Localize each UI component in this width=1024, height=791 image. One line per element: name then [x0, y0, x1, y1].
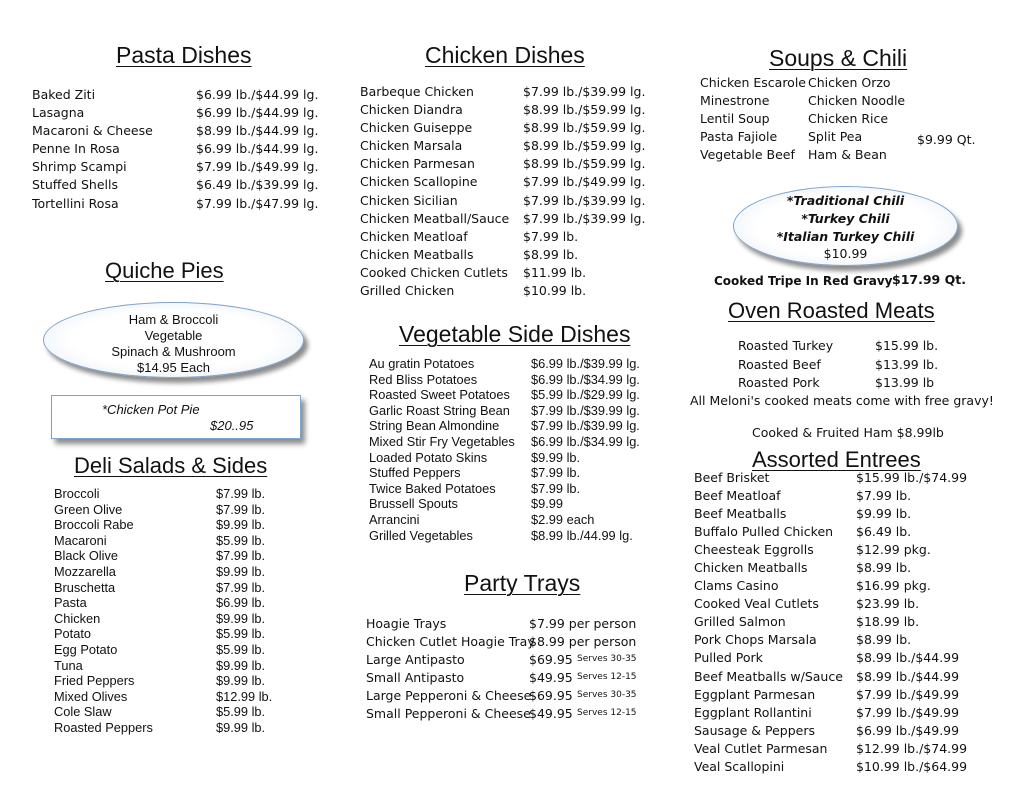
menu-item-name: Roasted Beef: [738, 356, 821, 372]
menu-item-price: $6.99 lb./$44.99 lg.: [196, 105, 319, 121]
menu-item-name: Roasted Turkey: [738, 338, 834, 353]
menu-item-row: [369, 372, 669, 388]
menu-item-price: $8.99 lb./$59.99 lg.: [523, 138, 646, 154]
menu-item-name: Tortellini Rosa: [32, 195, 119, 211]
menu-item-row: [54, 673, 314, 689]
menu-item-name: Veal Cutlet Parmesan: [694, 740, 828, 756]
menu-item-price: $8.99 lb./$44.99 lg.: [196, 123, 319, 139]
menu-item-row: [54, 689, 314, 705]
chili-price: $10.99: [823, 246, 868, 261]
pasta-list: [32, 87, 322, 214]
menu-item-name: Sausage & Peppers: [694, 722, 816, 738]
menu-item-name: Beef Brisket: [694, 470, 770, 485]
menu-item-name: Loaded Potato Skins: [369, 449, 488, 465]
menu-item-price: $6.99 lb./$34.99 lg.: [531, 433, 640, 449]
menu-item-price: $7.99 lb.: [216, 548, 266, 564]
menu-item-price: $7.99 lb./$39.99 lg.: [531, 402, 640, 418]
menu-item-price: $7.99 lb.: [531, 465, 581, 481]
quiche-line: Spinach & Mushroom: [111, 344, 236, 359]
menu-item-name: Pork Chops Marsala: [694, 632, 817, 648]
menu-item-price: $9.99 lb.: [216, 673, 266, 689]
menu-item-name: Small Antipasto: [366, 670, 465, 686]
menu-item-row: [54, 502, 314, 518]
soup-item: Ham & Bean: [808, 147, 887, 163]
menu-item-row: [369, 403, 669, 419]
menu-item-name: Cooked Chicken Cutlets: [360, 264, 508, 280]
menu-item-price: $69.95: [529, 652, 573, 668]
menu-item-name: Beef Meatloaf: [694, 488, 781, 504]
soups-heading: Soups & Chili: [769, 45, 908, 71]
menu-item-price: $13.99 lb: [875, 375, 935, 390]
menu-item-name: Lasagna: [32, 105, 85, 121]
menu-item-row: [360, 247, 660, 265]
menu-item-row: [369, 434, 669, 450]
menu-item-row: [360, 193, 660, 211]
menu-item-name: Pulled Pork: [694, 650, 763, 666]
quiche-line: Vegetable: [144, 328, 203, 343]
menu-item-name: Large Pepperoni & Cheese: [366, 688, 532, 704]
menu-item-price: $8.99 lb./44.99 lg.: [531, 527, 633, 543]
menu-item-price: $11.99 lb.: [523, 264, 587, 280]
chili-ellipse: [733, 186, 958, 266]
tripe-price: $17.99 Qt.: [892, 272, 966, 287]
menu-item-price: $9.99 lb.: [216, 610, 266, 626]
chicken-heading: Chicken Dishes: [425, 42, 585, 68]
menu-item-price: $8.99 lb./$44.99: [856, 650, 960, 666]
menu-item-name: Egg Potato: [54, 641, 118, 657]
menu-item-row: [694, 560, 994, 578]
menu-item-row: [694, 705, 994, 723]
menu-item-name: Mixed Olives: [54, 688, 128, 704]
soup-item: Split Pea: [808, 129, 863, 145]
menu-item-price: $5.99 lb./$29.99 lg.: [531, 387, 640, 403]
menu-item-name: Hoagie Trays: [366, 616, 447, 631]
menu-item-name: Beef Meatballs: [694, 506, 787, 522]
menu-item-price: $5.99 lb.: [216, 704, 266, 720]
menu-item-row: [54, 564, 314, 580]
menu-item-price: $9.99 lb.: [216, 719, 266, 735]
menu-item-row: [54, 704, 314, 720]
menu-item-name: Green Olive: [54, 501, 123, 517]
menu-item-name: Cole Slaw: [54, 704, 112, 720]
soups-price: $9.99 Qt.: [917, 132, 976, 147]
menu-item-price: $6.49 lb.: [856, 524, 912, 540]
menu-item-name: Grilled Salmon: [694, 614, 786, 630]
deli-list: [54, 486, 314, 736]
menu-item-name: Chicken: [54, 610, 101, 626]
soup-item: Vegetable Beef: [700, 147, 795, 163]
menu-item-row: [694, 488, 994, 506]
menu-item-name: Penne In Rosa: [32, 141, 120, 157]
menu-item-name: Garlic Roast String Bean: [369, 402, 510, 418]
menu-item-row: [694, 524, 994, 542]
menu-item-name: Au gratin Potatoes: [369, 356, 475, 371]
menu-item-price: $7.99 per person: [529, 616, 637, 631]
menu-item-name: Mixed Stir Fry Vegetables: [369, 433, 515, 449]
menu-item-note: Serves 12-15: [577, 672, 637, 683]
menu-item-row: [54, 642, 314, 658]
menu-item-price: $8.99 lb.: [523, 246, 579, 262]
menu-item-row: [54, 533, 314, 549]
menu-item-row: [369, 387, 669, 403]
soup-item: Pasta Fajiole: [700, 129, 778, 145]
menu-item-row: [694, 470, 994, 488]
menu-item-price: $7.99 lb.: [856, 488, 912, 504]
party-heading: Party Trays: [464, 570, 581, 596]
pot-pie-price: $20..95: [210, 418, 254, 433]
soup-item: Chicken Orzo: [808, 75, 891, 90]
quiche-heading: Quiche Pies: [105, 258, 224, 283]
menu-item-row: [360, 102, 660, 120]
gravy-note: All Meloni's cooked meats come with free gravy!: [690, 393, 994, 408]
menu-item-name: Chicken Meatball/Sauce: [360, 210, 510, 226]
menu-item-row: [32, 177, 322, 195]
menu-item-name: Barbeque Chicken: [360, 84, 474, 99]
menu-item-row: [369, 481, 669, 497]
menu-item-row: [369, 496, 669, 512]
menu-item-price: $12.99 pkg.: [856, 542, 931, 558]
menu-item-row: [694, 669, 994, 687]
soup-item: Lentil Soup: [700, 111, 770, 127]
menu-item-price: $9.99 lb.: [531, 449, 581, 465]
chicken-list: [360, 84, 660, 301]
meats-heading: Oven Roasted Meats: [728, 298, 935, 323]
menu-item-row: [32, 141, 322, 159]
menu-item-row: [738, 338, 958, 357]
menu-item-price: $12.99 lb.: [216, 688, 273, 704]
menu-item-name: Chicken Sicilian: [360, 192, 458, 208]
menu-item-name: Chicken Marsala: [360, 138, 463, 154]
menu-item-row: [369, 465, 669, 481]
menu-item-row: [360, 229, 660, 247]
menu-item-name: Brussell Spouts: [369, 496, 458, 512]
menu-item-price: $8.99 lb./$59.99 lg.: [523, 156, 646, 172]
menu-item-row: [54, 720, 314, 736]
menu-item-row: [369, 528, 669, 544]
menu-item-name: Mozzarella: [54, 563, 116, 579]
menu-item-name: Grilled Vegetables: [369, 527, 473, 543]
menu-item-name: Macaroni & Cheese: [32, 123, 153, 139]
veg-list: [369, 356, 669, 543]
menu-item-row: [360, 138, 660, 156]
menu-item-price: $7.99 lb.: [216, 486, 266, 501]
menu-item-price: $15.99 lb./$74.99: [856, 470, 968, 485]
menu-item-price: $6.99 lb.: [216, 595, 266, 611]
menu-item-price: $7.99 lb./$39.99 lg.: [523, 192, 646, 208]
menu-item-row: [54, 595, 314, 611]
menu-item-name: Broccoli Rabe: [54, 517, 134, 533]
menu-item-row: [694, 506, 994, 524]
menu-item-name: Chicken Meatballs: [694, 560, 808, 576]
menu-item-name: Bruschetta: [54, 579, 116, 595]
menu-item-name: Twice Baked Potatoes: [369, 480, 496, 496]
menu-item-row: [366, 706, 666, 724]
menu-item-name: String Bean Almondine: [369, 418, 500, 434]
soup-item: Minestrone: [700, 93, 770, 109]
pot-pie-box: [51, 395, 301, 439]
menu-item-row: [32, 105, 322, 123]
menu-item-row: [738, 357, 958, 376]
menu-item-note: Serves 12-15: [577, 708, 637, 719]
menu-item-price: $6.99 lb./$49.99: [856, 722, 960, 738]
menu-item-price: $7.99 lb./$49.99: [856, 704, 960, 720]
menu-item-row: [360, 84, 660, 102]
menu-item-price: $7.99 lb./$47.99 lg.: [196, 195, 319, 211]
menu-item-name: Chicken Scallopine: [360, 174, 478, 190]
menu-item-price: $69.95: [529, 688, 573, 704]
menu-item-row: [694, 596, 994, 614]
pasta-heading: Pasta Dishes: [116, 42, 252, 68]
deli-heading: Deli Salads & Sides: [74, 453, 268, 478]
menu-item-name: Stuffed Peppers: [369, 465, 461, 481]
menu-item-row: [694, 650, 994, 668]
menu-item-name: Stuffed Shells: [32, 177, 118, 193]
soup-item: Chicken Escarole: [700, 75, 806, 90]
menu-item-price: $7.99 lb./$39.99 lg.: [523, 210, 646, 226]
menu-item-name: Chicken Meatballs: [360, 246, 474, 262]
menu-item-name: Grilled Chicken: [360, 283, 455, 299]
entrees-list: [694, 470, 994, 777]
menu-item-row: [694, 741, 994, 759]
menu-item-price: $7.99 lb./$49.99: [856, 686, 960, 702]
menu-item-name: Broccoli: [54, 486, 100, 501]
menu-item-price: $49.95: [529, 706, 573, 722]
menu-item-name: Chicken Diandra: [360, 102, 463, 118]
menu-item-price: $15.99 lb.: [875, 338, 939, 353]
menu-item-price: $8.99 lb./$44.99: [856, 668, 960, 684]
menu-item-name: Chicken Parmesan: [360, 156, 475, 172]
menu-item-row: [54, 658, 314, 674]
menu-item-row: [366, 616, 666, 634]
menu-item-row: [366, 688, 666, 706]
menu-item-name: Large Antipasto: [366, 652, 465, 668]
menu-item-note: Serves 30-35: [577, 654, 637, 665]
menu-item-row: [32, 123, 322, 141]
soup-item: Chicken Noodle: [808, 93, 906, 109]
menu-item-price: $5.99 lb.: [216, 532, 266, 548]
chili-line: *Traditional Chili: [786, 193, 905, 208]
tripe-name: Cooked Tripe In Red Gravy: [714, 274, 893, 288]
menu-item-name: Buffalo Pulled Chicken: [694, 524, 834, 540]
menu-item-price: $8.99 lb.: [856, 632, 912, 648]
chili-line: *Italian Turkey Chili: [776, 229, 915, 244]
menu-item-row: [694, 542, 994, 560]
menu-item-price: $8.99 per person: [529, 634, 637, 650]
menu-item-price: $8.99 lb./$59.99 lg.: [523, 120, 646, 136]
menu-item-name: Roasted Peppers: [54, 719, 153, 735]
soups-col1: [700, 75, 810, 165]
menu-item-row: [360, 120, 660, 138]
menu-item-price: $7.99 lb.: [523, 228, 579, 244]
menu-item-price: $9.99 lb.: [856, 506, 912, 522]
menu-item-row: [54, 626, 314, 642]
menu-item-price: $7.99 lb./$39.99 lg.: [531, 418, 640, 434]
menu-item-price: $6.99 lb./$39.99 lg.: [531, 356, 640, 371]
veg-heading: Vegetable Side Dishes: [399, 321, 631, 347]
menu-item-name: Black Olive: [54, 548, 119, 564]
menu-item-price: $9.99 lb.: [216, 563, 266, 579]
menu-item-name: Roasted Pork: [738, 375, 820, 390]
menu-item-price: $7.99 lb.: [216, 501, 266, 517]
menu-item-name: Fried Peppers: [54, 673, 135, 689]
menu-item-price: $9.99: [531, 496, 564, 512]
menu-item-row: [369, 450, 669, 466]
menu-item-price: $2.99 each: [531, 511, 595, 527]
menu-item-row: [360, 156, 660, 174]
menu-item-price: $7.99 lb.: [531, 480, 581, 496]
menu-item-name: Veal Scallopini: [694, 758, 785, 774]
menu-item-name: Eggplant Parmesan: [694, 686, 816, 702]
menu-item-price: $49.95: [529, 670, 573, 686]
soups-col2: [808, 75, 918, 165]
menu-item-row: [366, 652, 666, 670]
menu-item-name: Chicken Guiseppe: [360, 120, 473, 136]
soup-item: Chicken Rice: [808, 111, 889, 127]
menu-item-name: Chicken Cutlet Hoagie Tray: [366, 634, 535, 650]
menu-item-name: Potato: [54, 626, 91, 642]
menu-item-row: [54, 486, 314, 502]
quiche-line: Ham & Broccoli: [128, 312, 219, 327]
menu-item-name: Chicken Meatloaf: [360, 228, 468, 244]
menu-item-row: [366, 670, 666, 688]
menu-item-row: [360, 211, 660, 229]
menu-item-price: $7.99 lb./$49.99 lg.: [196, 159, 319, 175]
menu-item-price: $9.99 lb.: [216, 657, 266, 673]
menu-item-note: Serves 30-35: [577, 690, 637, 701]
menu-item-row: [54, 611, 314, 627]
menu-item-row: [738, 375, 958, 394]
quiche-price: $14.95 Each: [136, 360, 210, 375]
menu-item-row: [694, 723, 994, 741]
menu-item-price: $13.99 lb.: [875, 356, 939, 372]
menu-item-name: Roasted Sweet Potatoes: [369, 387, 510, 403]
menu-item-row: [54, 517, 314, 533]
menu-item-price: $7.99 lb.: [216, 579, 266, 595]
menu-item-price: $7.99 lb./$49.99 lg.: [523, 174, 646, 190]
pot-pie-name: *Chicken Pot Pie: [102, 402, 200, 417]
menu-item-name: Eggplant Rollantini: [694, 704, 812, 720]
menu-item-name: Red Bliss Potatoes: [369, 371, 478, 387]
menu-item-row: [369, 418, 669, 434]
menu-item-row: [694, 759, 994, 777]
menu-item-price: $12.99 lb./$74.99: [856, 740, 968, 756]
menu-item-row: [360, 265, 660, 283]
menu-item-name: Beef Meatballs w/Sauce: [694, 668, 843, 684]
menu-item-name: Baked Ziti: [32, 87, 96, 102]
menu-item-row: [366, 634, 666, 652]
menu-item-row: [360, 283, 660, 301]
menu-item-row: [32, 196, 322, 214]
menu-item-row: [54, 548, 314, 564]
menu-item-row: [369, 356, 669, 372]
menu-item-name: Clams Casino: [694, 578, 779, 594]
menu-item-row: [32, 159, 322, 177]
menu-item-price: $5.99 lb.: [216, 641, 266, 657]
menu-item-price: $6.99 lb./$44.99 lg.: [196, 141, 319, 157]
menu-item-row: [694, 687, 994, 705]
menu-item-name: Pasta: [54, 595, 87, 611]
menu-item-price: $6.49 lb./$39.99 lg.: [196, 177, 319, 193]
menu-item-row: [54, 580, 314, 596]
entrees-heading: Assorted Entrees: [752, 447, 921, 472]
menu-item-price: $6.99 lb./$34.99 lg.: [531, 371, 640, 387]
menu-item-name: Arrancini: [369, 511, 420, 527]
menu-item-name: Small Pepperoni & Cheese: [366, 706, 531, 722]
menu-item-price: $16.99 pkg.: [856, 578, 931, 594]
menu-item-row: [369, 512, 669, 528]
menu-item-name: Cheesteak Eggrolls: [694, 542, 814, 558]
menu-item-row: [32, 87, 322, 105]
menu-item-price: $8.99 lb.: [856, 560, 912, 576]
menu-item-price: $8.99 lb./$59.99 lg.: [523, 102, 646, 118]
menu-item-name: Macaroni: [54, 532, 107, 548]
menu-item-price: $10.99 lb./$64.99: [856, 758, 968, 774]
quiche-ellipse: [43, 302, 304, 378]
menu-item-price: $5.99 lb.: [216, 626, 266, 642]
menu-item-row: [694, 632, 994, 650]
ham-line: Cooked & Fruited Ham $8.99lb: [752, 425, 944, 440]
party-list: [366, 616, 666, 725]
menu-item-price: $9.99 lb.: [216, 517, 266, 533]
menu-item-price: $18.99 lb.: [856, 614, 920, 630]
meats-list: [738, 338, 958, 394]
menu-item-name: Tuna: [54, 657, 83, 673]
menu-item-price: $6.99 lb./$44.99 lg.: [196, 87, 319, 102]
menu-item-price: $7.99 lb./$39.99 lg.: [523, 84, 646, 99]
menu-item-price: $10.99 lb.: [523, 283, 587, 299]
chili-line: *Turkey Chili: [801, 211, 890, 226]
menu-item-row: [694, 578, 994, 596]
menu-item-name: Shrimp Scampi: [32, 159, 127, 175]
menu-item-row: [360, 174, 660, 192]
menu-item-row: [694, 614, 994, 632]
menu-item-name: Cooked Veal Cutlets: [694, 596, 819, 612]
menu-item-price: $23.99 lb.: [856, 596, 920, 612]
